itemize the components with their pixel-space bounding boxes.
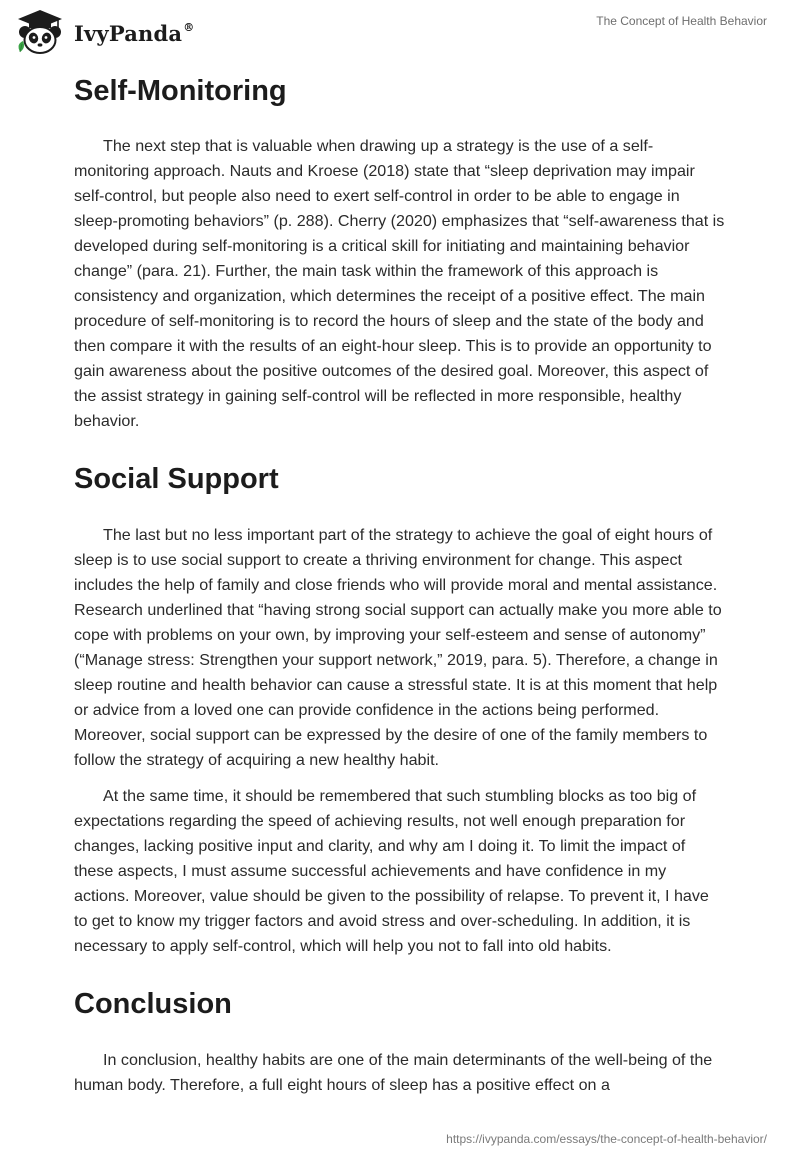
paragraph-social-support-1: The last but no less important part of the strategy to achieve the goal of eight hours of sleep is to use social support to create a thriving environment for change. This aspect includes the help of family and close friends who will provide moral and mental assistance. Research underlined that “having strong social support can actually make you more able to cope with problems on your own, by improving your self-esteem and sense of autonomy” (“Manage stress: Strengthen your support network,” 2019, para. 5). Therefore, a change in sleep routine and health behavior can cause a stressful state. It is at this moment that help or advice from a loved one can provide confidence in the actions being performed. Moreover, social support can be expressed by the desire of one of the family members to follow the strategy of acquiring a new healthy habit. bbox=[74, 526, 722, 769]
section-heading-self-monitoring: Self-Monitoring bbox=[74, 75, 287, 107]
paragraph-conclusion: In conclusion, healthy habits are one of the main determinants of the well-being of the human body. Therefore, a full eight hours of sleep has a positive effect on a bbox=[74, 1051, 713, 1094]
logo-wordmark: IvyPanda® bbox=[74, 20, 195, 46]
section-heading-social-support: Social Support bbox=[74, 463, 279, 495]
essay-body bbox=[74, 72, 726, 1098]
document-title: The Concept of Health Behavior bbox=[596, 14, 767, 28]
source-url-link[interactable]: https://ivypanda.com/essays/the-concept-of-health-behavior/ bbox=[446, 1132, 767, 1146]
paragraph-self-monitoring: The next step that is valuable when drawing up a strategy is the use of a self-monitoring approach. Nauts and Kroese (2018) state that “sleep deprivation may impair self-control, but people also need to exert self-control in order to be able to engage in sleep-promoting behaviors” (p. 288). Cherry (2020) emphasizes that “self-awareness that is developed during self-monitoring is a critical skill for initiating and maintaining behavior change” (para. 21). Further, the main task within the framework of this approach is consistency and organization, which determines the receipt of a positive effect. The main procedure of self-monitoring is to record the hours of sleep and the state of the body and then compare it with the results of an eight-hour sleep. This is to provide an opportunity to gain awareness about the positive outcomes of the desired goal. Moreover, this aspect of the assist strategy in gaining self-control will be reflected in more responsible, healthy behavior. bbox=[74, 137, 725, 430]
ivypanda-logo[interactable] bbox=[14, 8, 194, 58]
paragraph-social-support-2: At the same time, it should be remembered that such stumbling blocks as too big of expectations regarding the speed of achieving results, not well enough preparation for changes, lacking positive input and clarity, and why am I doing it. To limit the impact of these aspects, I must assume successful achievements and have confidence in my actions. Moreover, value should be given to the possibility of relapse. To prevent it, I have to get to know my trigger factors and avoid stress and over-scheduling. In addition, it is necessary to apply self-control, which will help you not to fall into old habits. bbox=[74, 787, 709, 955]
panda-graduation-cap-icon bbox=[14, 8, 66, 58]
section-heading-conclusion: Conclusion bbox=[74, 988, 232, 1020]
